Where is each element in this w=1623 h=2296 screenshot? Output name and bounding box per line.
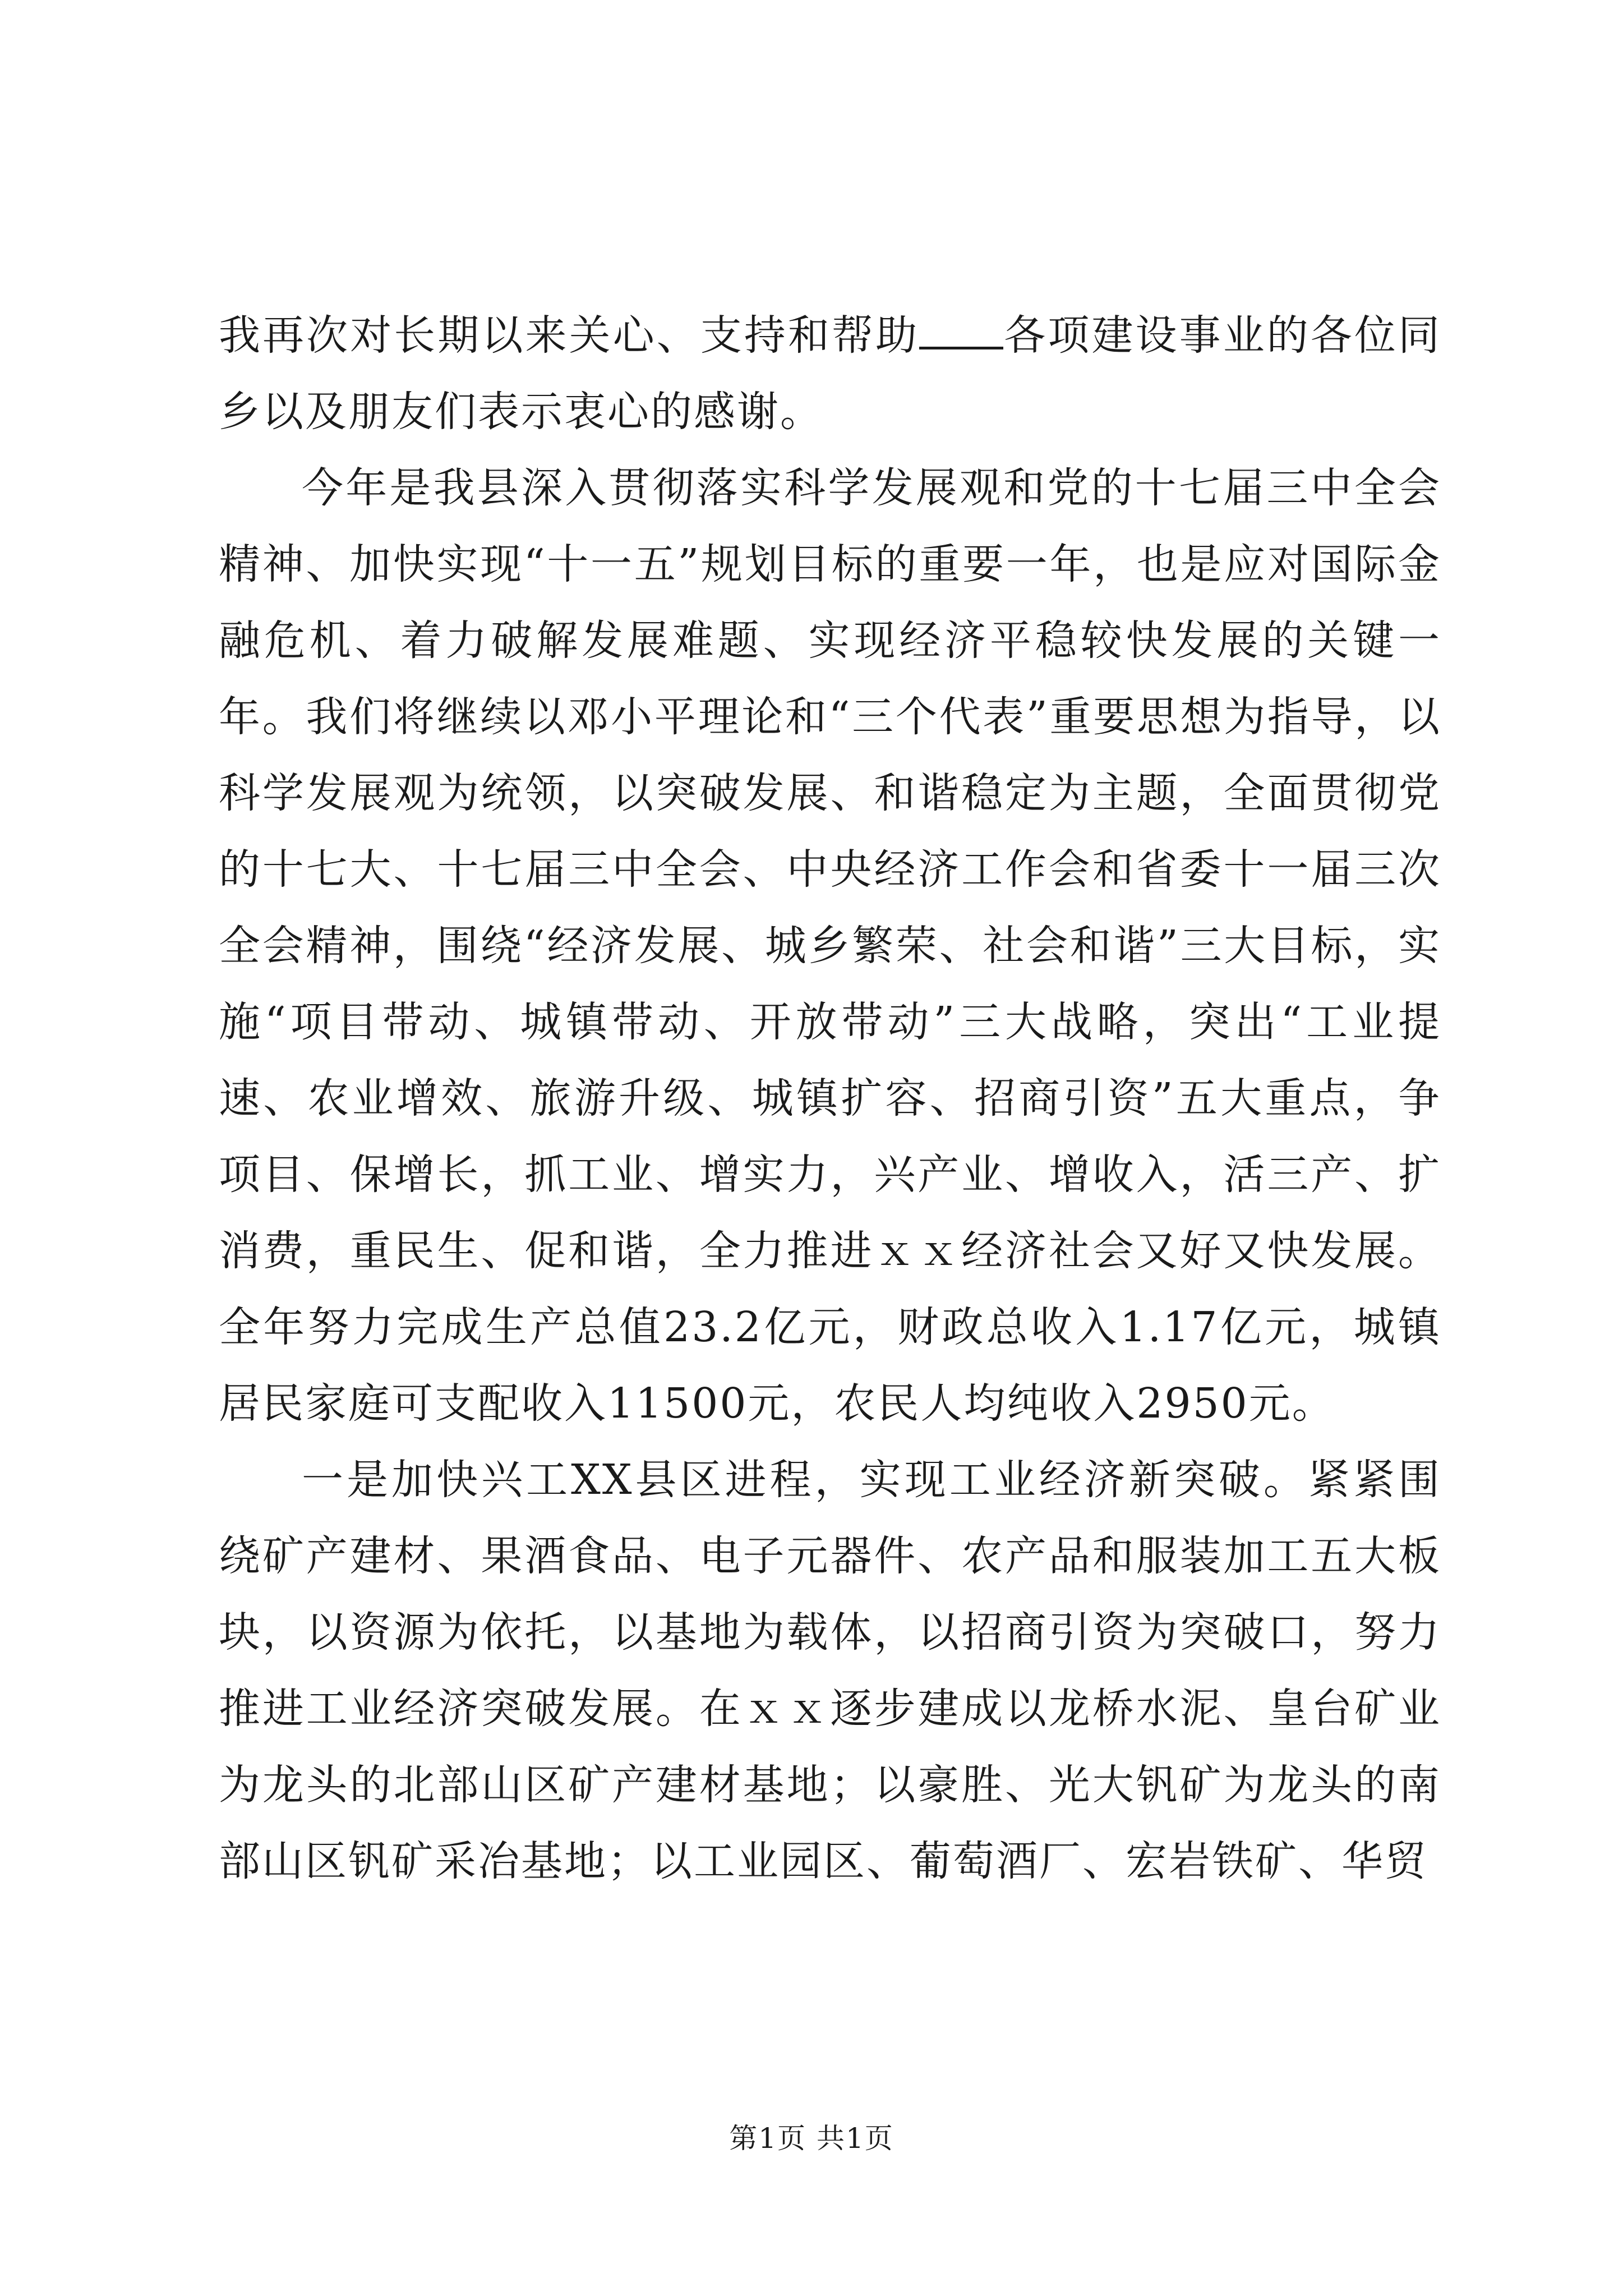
page-number-label: 第1页 共1页 bbox=[729, 2122, 894, 2155]
paragraph-2: 今年是我县深入贯彻落实科学发展观和党的十七届三中全会精神、加快实现“十一五”规划目标的重要一年，也是应对国际金融危机、着力破解发展难题、实现经济平稳较快发展的关键一年。我们将继续以邓小平理论和“三个代表”重要思想为指导，以科学发展观为统领，以突破发展、和谐稳定为主题，全面贯彻党的十七大、十七届三中全会、中央经济工作会和省委十一届三次全会精神，围绕“经济发展、城乡繁荣、社会和谐”三大目标，实施“项目带动、城镇带动、开放带动”三大战略，突出“工业提速、农业增效、旅游升级、城镇扩容、招商引资”五大重点，争项目、保增长，抓工业、增实力，兴产业、增收入，活三产、扩消费，重民生、促和谐，全力推进ｘｘ经济社会又好又快发展。全年努力完成生产总值23.2亿元，财政总收入1.17亿元，城镇居民家庭可支配收入11500元，农民人均纯收入2950元。 bbox=[219, 464, 1441, 1428]
fill-in-blank bbox=[919, 313, 1003, 349]
paragraph-3: 一是加快兴工XX县区进程，实现工业经济新突破。紧紧围绕矿产建材、果酒食品、电子元器件、农产品和服装加工五大板块，以资源为依托，以基地为载体，以招商引资为突破口，努力推进工业经济突破发展。在ｘｘ逐步建成以龙桥水泥、皇台矿业为龙头的北部山区矿产建材基地；以豪胜、光大钒矿为龙头的南部山区钒矿采冶基地；以工业园区、葡萄酒厂、宏岩铁矿、华贸 bbox=[219, 1456, 1441, 1885]
paragraph-1 bbox=[219, 297, 1441, 450]
document-body bbox=[219, 297, 1441, 1899]
page-footer bbox=[0, 2116, 1623, 2156]
paragraph-1-text-after-blank: 各项建设事业的各位同乡以及朋友们表示衷心的感谢。 bbox=[219, 311, 1442, 436]
paragraph-1-text-before-blank: 我再次对长期以来关心、支持和帮助 bbox=[219, 311, 920, 360]
